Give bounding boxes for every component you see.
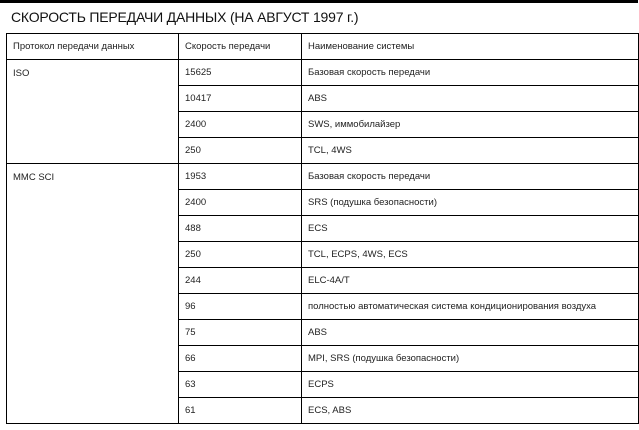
header-system: Наименование системы — [302, 34, 639, 60]
header-protocol: Протокол передачи данных — [7, 34, 179, 60]
system-cell: ELC-4A/T — [302, 268, 639, 294]
speed-cell: 2400 — [179, 112, 302, 138]
system-cell: ECS, ABS — [302, 398, 639, 424]
system-cell: ABS — [302, 86, 639, 112]
speed-cell: 250 — [179, 242, 302, 268]
table-row — [7, 60, 639, 86]
system-cell: TCL, 4WS — [302, 138, 639, 164]
speed-cell: 63 — [179, 372, 302, 398]
speed-cell: 10417 — [179, 86, 302, 112]
system-cell: полностью автоматическая система кондиционирования воздуха — [302, 294, 639, 320]
page-title: СКОРОСТЬ ПЕРЕДАЧИ ДАННЫХ (НА АВГУСТ 1997 г.) — [11, 9, 359, 25]
speed-cell: 1953 — [179, 164, 302, 190]
speed-cell: 250 — [179, 138, 302, 164]
header-speed: Скорость передачи — [179, 34, 302, 60]
speed-cell: 2400 — [179, 190, 302, 216]
system-cell: Базовая скорость передачи — [302, 60, 639, 86]
protocol-cell: MMC SCI — [7, 164, 179, 424]
system-cell: MPI, SRS (подушка безопасности) — [302, 346, 639, 372]
data-rate-table — [6, 33, 639, 424]
table-row — [7, 164, 639, 190]
system-cell: ECS — [302, 216, 639, 242]
system-cell: Базовая скорость передачи — [302, 164, 639, 190]
speed-cell: 96 — [179, 294, 302, 320]
system-cell: ECPS — [302, 372, 639, 398]
protocol-cell: ISO — [7, 60, 179, 164]
speed-cell: 244 — [179, 268, 302, 294]
top-rule — [0, 0, 638, 3]
system-cell: ABS — [302, 320, 639, 346]
speed-cell: 61 — [179, 398, 302, 424]
system-cell: SRS (подушка безопасности) — [302, 190, 639, 216]
system-cell: TCL, ECPS, 4WS, ECS — [302, 242, 639, 268]
speed-cell: 15625 — [179, 60, 302, 86]
speed-cell: 66 — [179, 346, 302, 372]
speed-cell: 488 — [179, 216, 302, 242]
system-cell: SWS, иммобилайзер — [302, 112, 639, 138]
speed-cell: 75 — [179, 320, 302, 346]
table-header-row — [7, 34, 639, 60]
